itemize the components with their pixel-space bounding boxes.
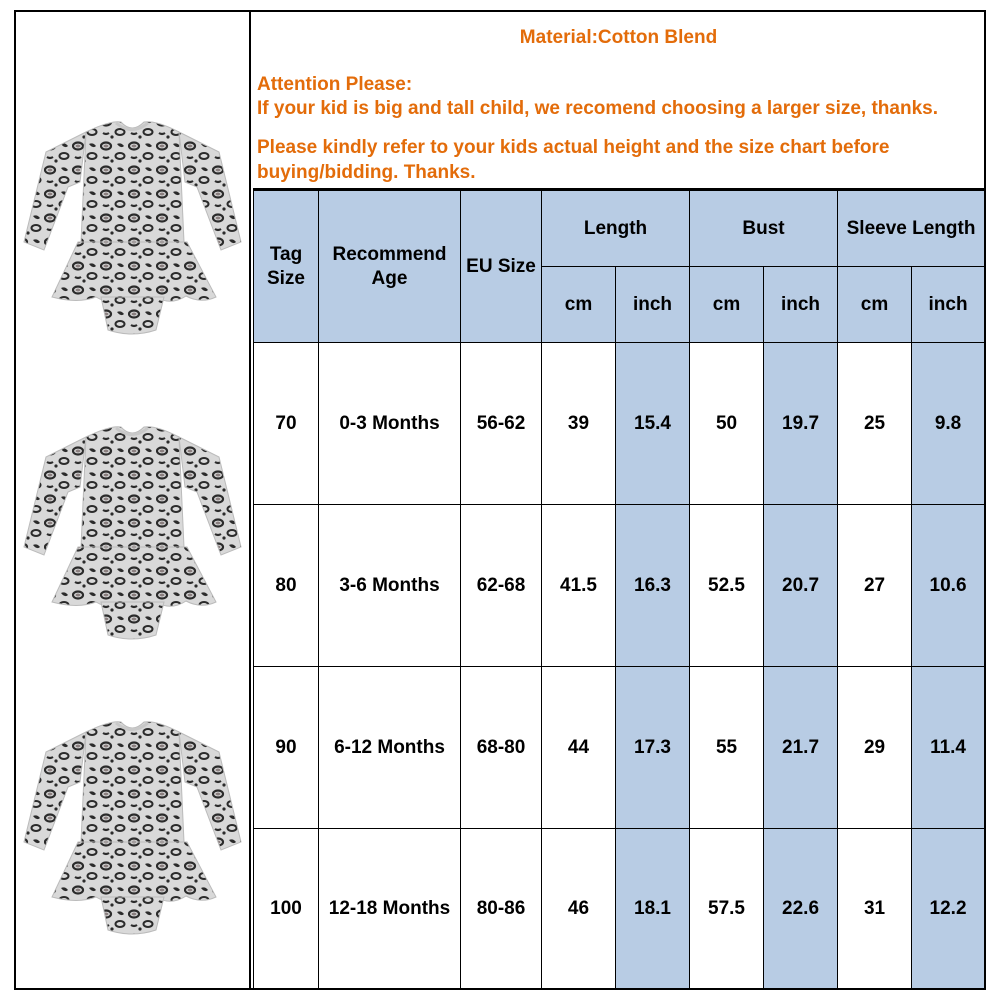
cell-bust-inch: 20.7 — [764, 505, 838, 667]
cell-bust-cm: 55 — [690, 667, 764, 829]
cell-eu-size: 56-62 — [461, 343, 542, 505]
cell-length-cm: 39 — [542, 343, 616, 505]
cell-length-cm: 46 — [542, 829, 616, 989]
product-image-column — [16, 12, 251, 988]
cell-tag-size: 100 — [254, 829, 319, 989]
size-table — [253, 190, 985, 989]
leopard-romper-image — [16, 692, 249, 982]
header-length: Length — [542, 191, 690, 267]
cell-recommend-age: 6-12 Months — [319, 667, 461, 829]
header-bust-inch: inch — [764, 267, 838, 343]
table-row — [254, 505, 985, 667]
cell-length-inch: 16.3 — [616, 505, 690, 667]
refer-text-line-1: Please kindly refer to your kids actual height and the size chart before — [257, 137, 890, 158]
cell-sleeve-inch: 10.6 — [912, 505, 985, 667]
header-bust: Bust — [690, 191, 838, 267]
cell-recommend-age: 3-6 Months — [319, 505, 461, 667]
cell-eu-size: 80-86 — [461, 829, 542, 989]
cell-length-cm: 41.5 — [542, 505, 616, 667]
cell-bust-inch: 21.7 — [764, 667, 838, 829]
header-sleeve-inch: inch — [912, 267, 985, 343]
cell-length-inch: 18.1 — [616, 829, 690, 989]
header-bust-cm: cm — [690, 267, 764, 343]
cell-sleeve-cm: 29 — [838, 667, 912, 829]
product-notes — [253, 12, 984, 190]
table-row — [254, 667, 985, 829]
cell-bust-cm: 57.5 — [690, 829, 764, 989]
cell-bust-cm: 52.5 — [690, 505, 764, 667]
cell-sleeve-inch: 9.8 — [912, 343, 985, 505]
cell-tag-size: 80 — [254, 505, 319, 667]
header-sleeve-cm: cm — [838, 267, 912, 343]
cell-bust-cm: 50 — [690, 343, 764, 505]
header-tag-size: Tag Size — [254, 191, 319, 343]
leopard-romper-image — [16, 397, 249, 687]
cell-sleeve-inch: 11.4 — [912, 667, 985, 829]
attention-text: If your kid is big and tall child, we recomend choosing a larger size, thanks. — [257, 98, 938, 119]
cell-tag-size: 70 — [254, 343, 319, 505]
header-sleeve-length: Sleeve Length — [838, 191, 985, 267]
cell-sleeve-cm: 27 — [838, 505, 912, 667]
cell-eu-size: 68-80 — [461, 667, 542, 829]
header-eu-size: EU Size — [461, 191, 542, 343]
cell-sleeve-cm: 25 — [838, 343, 912, 505]
header-length-cm: cm — [542, 267, 616, 343]
attention-title: Attention Please: — [257, 74, 413, 95]
product-photo-1 — [16, 92, 249, 382]
refer-text-line-2: buying/bidding. Thanks. — [257, 162, 476, 183]
product-photo-2 — [16, 397, 249, 687]
cell-bust-inch: 22.6 — [764, 829, 838, 989]
cell-length-inch: 17.3 — [616, 667, 690, 829]
header-recommend-age: Recommend Age — [319, 191, 461, 343]
header-length-inch: inch — [616, 267, 690, 343]
material-text: Material:Cotton Blend — [519, 27, 718, 48]
leopard-romper-image — [16, 92, 249, 382]
table-row — [254, 829, 985, 989]
header-row-1 — [254, 191, 985, 267]
cell-bust-inch: 19.7 — [764, 343, 838, 505]
cell-recommend-age: 12-18 Months — [319, 829, 461, 989]
cell-tag-size: 90 — [254, 667, 319, 829]
cell-sleeve-inch: 12.2 — [912, 829, 985, 989]
table-row — [254, 343, 985, 505]
cell-sleeve-cm: 31 — [838, 829, 912, 989]
cell-eu-size: 62-68 — [461, 505, 542, 667]
cell-length-inch: 15.4 — [616, 343, 690, 505]
product-photo-3 — [16, 692, 249, 982]
cell-recommend-age: 0-3 Months — [319, 343, 461, 505]
cell-length-cm: 44 — [542, 667, 616, 829]
